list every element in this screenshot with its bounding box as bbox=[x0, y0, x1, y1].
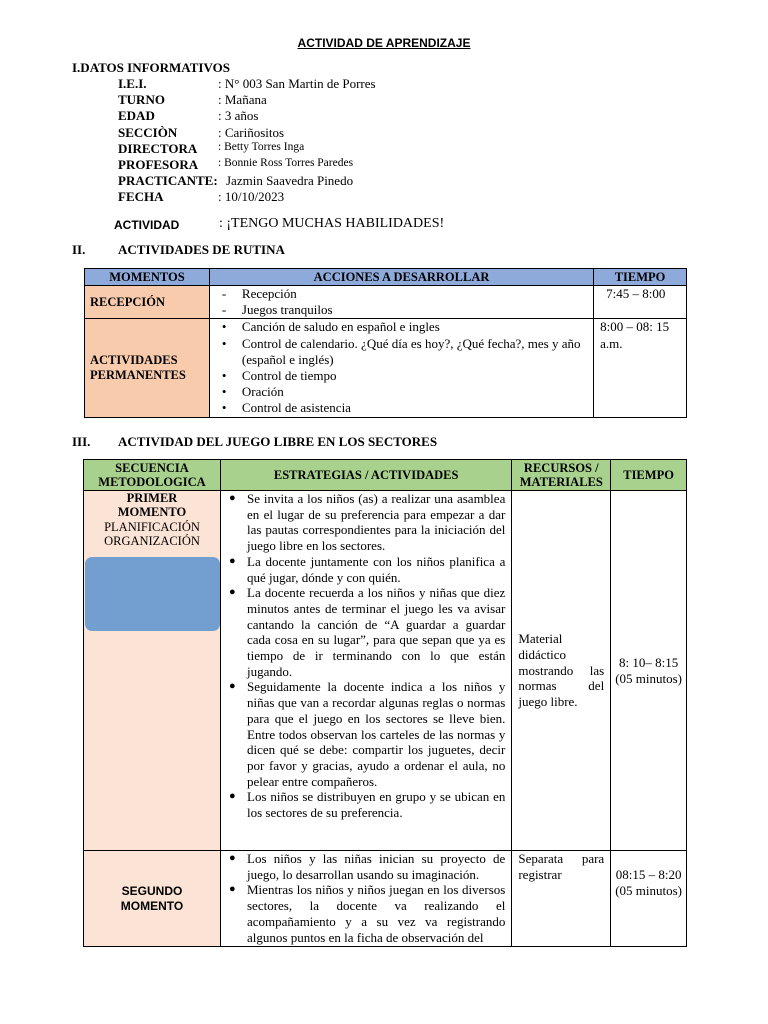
section-1-heading: I.DATOS INFORMATIVOS bbox=[72, 60, 230, 75]
bullet-marker: • bbox=[221, 319, 227, 335]
juego-libre-table bbox=[83, 459, 687, 947]
info-value: : Mañana bbox=[218, 92, 267, 108]
info-label: PRACTICANTE: bbox=[118, 173, 218, 189]
section-3-number: III. bbox=[72, 434, 91, 449]
bullet-icon: ● bbox=[229, 492, 236, 504]
list-item: ● Los niños y las niñas inician su proyecto de juego, lo desarrollan usando su imaginación. bbox=[229, 851, 506, 882]
secuencia-cell bbox=[84, 851, 221, 947]
info-value: : Bonnie Ross Torres Paredes bbox=[218, 156, 354, 169]
tiempo-cell: 7:45 – 8:00 bbox=[594, 286, 687, 319]
column-header: TIEMPO bbox=[594, 269, 687, 286]
table-row bbox=[85, 286, 687, 319]
dash-marker: - bbox=[221, 286, 227, 301]
list-item: • Control de calendario. ¿Qué día es hoy?, ¿Qué fecha?, mes y año (español e inglés) bbox=[221, 335, 581, 367]
moment-subtitle: PLANIFICACIÓN ORGANIZACIÓN bbox=[104, 520, 200, 548]
section-2-number: II. bbox=[72, 242, 86, 257]
column-header: MOMENTOS bbox=[85, 269, 210, 286]
bullet-marker: • bbox=[221, 335, 227, 351]
bullet-icon: ● bbox=[229, 790, 236, 803]
secuencia-cell bbox=[84, 491, 221, 851]
info-label: FECHA bbox=[118, 189, 164, 205]
blue-rectangle-shape bbox=[85, 557, 220, 631]
acciones-cell bbox=[209, 286, 593, 319]
bullet-icon: ● bbox=[229, 852, 236, 864]
bullet-marker: • bbox=[221, 368, 227, 384]
tiempo-cell: 8: 10– 8:15 (05 minutos) bbox=[611, 491, 687, 851]
table-row bbox=[85, 319, 687, 418]
list-item: ● Se invita a los niños (as) a realizar una asamblea en el lugar de su preferencia para empezar a dar las pautas correspondientes para la iniciación del juego libre en los sectores. bbox=[229, 491, 506, 554]
moment-title: SEGUNDO MOMENTO bbox=[120, 883, 184, 913]
info-label: DIRECTORA bbox=[118, 140, 198, 156]
recursos-cell: Material didáctico mostrando las normas del juego libre. bbox=[512, 491, 611, 851]
bullet-icon: ● bbox=[229, 586, 236, 599]
bullet-icon: ● bbox=[229, 883, 236, 896]
activity-label: ACTIVIDAD bbox=[114, 218, 180, 232]
list-item: ● La docente juntamente con los niños planifica a qué jugar, dónde y con quién. bbox=[229, 553, 506, 585]
info-value: : Betty Torres Inga bbox=[218, 140, 305, 153]
momento-cell: ACTIVIDADES PERMANENTES bbox=[85, 319, 210, 418]
table-row bbox=[84, 851, 687, 947]
tiempo-cell: 08:15 – 8:20 (05 minutos) bbox=[611, 851, 687, 947]
section-2-heading: ACTIVIDADES DE RUTINA bbox=[118, 242, 285, 257]
info-label: I.E.I. bbox=[118, 76, 147, 91]
estrategias-cell bbox=[221, 491, 512, 851]
recursos-cell: Separata para registrar bbox=[512, 851, 611, 947]
info-label: TURNO bbox=[118, 92, 165, 108]
info-value: : N° 003 San Martin de Porres bbox=[218, 76, 376, 91]
moment-title: PRIMER MOMENTO bbox=[117, 491, 187, 519]
info-value: Jazmin Saavedra Pinedo bbox=[226, 173, 354, 189]
bullet-marker: • bbox=[221, 400, 227, 416]
info-value: : Cariñositos bbox=[218, 124, 285, 140]
acciones-cell bbox=[209, 319, 593, 418]
list-item: ● Los niños se distribuyen en grupo y se ubican en los sectores de su preferencia. bbox=[229, 789, 506, 821]
table-row bbox=[84, 491, 687, 851]
table-header-row bbox=[85, 269, 687, 286]
estrategias-cell bbox=[221, 851, 512, 947]
tiempo-cell: 8:00 – 08: 15 a.m. bbox=[594, 319, 687, 418]
list-item: ● Mientras los niños y niños juegan en los diversos sectores, la docente va realizando el acompañamiento y a su vez va registrando algunos puntos en la ficha de observación del bbox=[229, 882, 506, 945]
column-header: ACCIONES A DESARROLLAR bbox=[209, 269, 593, 286]
column-header: RECURSOS / MATERIALES bbox=[512, 460, 611, 491]
column-header: ESTRATEGIAS / ACTIVIDADES bbox=[221, 460, 512, 491]
list-item: ● Seguidamente la docente indica a los niños y niñas que van a recordar algunas reglas o normas para que el juego en los sectores se lleve bien. Entre todos observan los carteles de las normas y dicen qué se debe: compartir los juguetes, decir por favor y gracias, ayudo a ordenar el aula, no pelear entre compañeros. bbox=[229, 679, 506, 789]
list-item: ● La docente recuerda a los niños y niñas que diez minutos antes de terminar el juego les va avisar cantando la canción de “A guardar a guardar cada cosa en su lugar”, para que sepan que ya es tiempo de ir terminando con lo que están jugando. bbox=[229, 585, 506, 679]
momento-cell: RECEPCIÓN bbox=[85, 286, 210, 319]
list-item: • Control de tiempo bbox=[221, 368, 337, 384]
info-label: PROFESORA bbox=[118, 156, 199, 172]
info-label: SECCIÒN bbox=[118, 124, 178, 140]
column-header: TIEMPO bbox=[611, 460, 687, 491]
activity-value: : ¡TENGO MUCHAS HABILIDADES! bbox=[219, 216, 445, 231]
list-item: - Juegos tranquilos bbox=[221, 302, 333, 318]
list-item: - Recepción bbox=[221, 286, 297, 301]
bullet-icon: ● bbox=[229, 680, 236, 693]
section-3-heading: ACTIVIDAD DEL JUEGO LIBRE EN LOS SECTORES bbox=[118, 434, 438, 449]
rutina-table bbox=[84, 268, 687, 418]
activity-line bbox=[114, 216, 445, 233]
list-item: • Control de asistencia bbox=[221, 400, 351, 416]
list-item: • Oración bbox=[221, 384, 284, 400]
bullet-icon: ● bbox=[229, 554, 236, 567]
info-label: EDAD bbox=[118, 108, 155, 124]
column-header: SECUENCIA METODOLOGICA bbox=[84, 460, 221, 491]
info-value: : 3 años bbox=[218, 108, 259, 124]
table-header-row bbox=[84, 460, 687, 491]
list-item: • Canción de saludo en español e ingles bbox=[221, 319, 440, 335]
info-value: : 10/10/2023 bbox=[218, 189, 285, 205]
page-title: ACTIVIDAD DE APRENDIZAJE bbox=[297, 36, 471, 50]
bullet-marker: • bbox=[221, 384, 227, 400]
dash-marker: - bbox=[221, 302, 227, 318]
